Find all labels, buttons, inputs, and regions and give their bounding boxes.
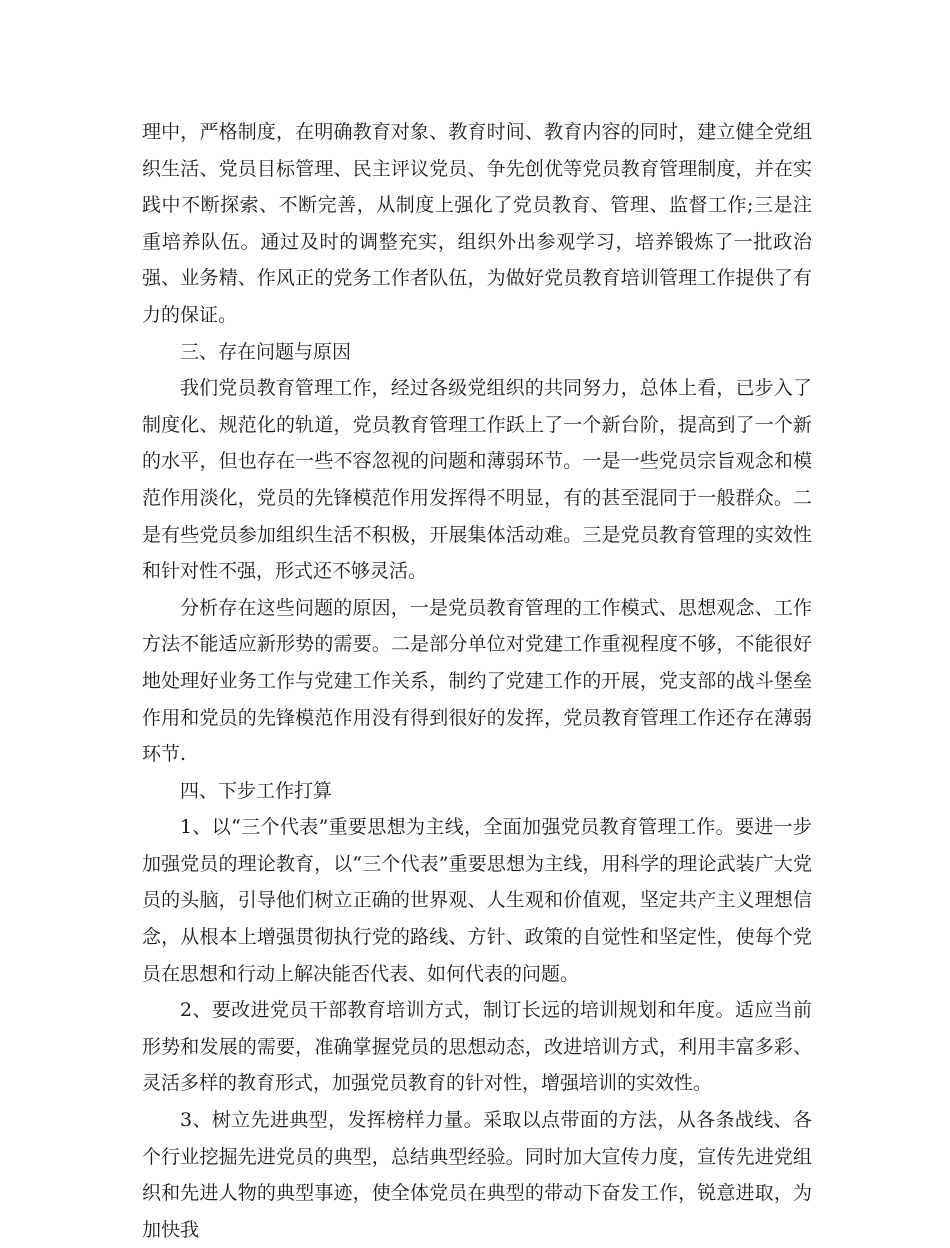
paragraph-continuation: 理中，严格制度，在明确教育对象、教育时间、教育内容的同时，建立健全党组织生活、党员目标管理、民主评议党员、争先创优等党员教育管理制度，并在实践中不断探索、不断完善，从制度上强化了党员教育、管理、监督工作;三是注重培养队伍。通过及时的调整充实，组织外出参观学习，培养锻炼了一批政治强、业务精、作风正的党务工作者队伍，为做好党员教育培训管理工作提供了有力的保证。 bbox=[142, 121, 812, 326]
paragraph-problems: 我们党员教育管理工作，经过各级党组织的共同努力，总体上看，已步入了制度化、规范化的轨道，党员教育管理工作跃上了一个新台阶，提高到了一个新的水平，但也存在一些不容忽视的问题和薄弱环节。一是一些党员宗旨观念和模范作用淡化，党员的先锋模范作用发挥得不明显，有的甚至混同于一般群众。二是有些党员参加组织生活不积极，开展集体活动难。三是党员教育管理的实效性和针对性不强，形式还不够灵活。 bbox=[142, 377, 812, 583]
section-heading-problems: 三、存在问题与原因 bbox=[180, 340, 352, 363]
paragraph-item-1: 1、以“三个代表”重要思想为主线，全面加强党员教育管理工作。要进一步加强党员的理论教育，以“三个代表”重要思想为主线，用科学的理论武装广大党员的头脑，引导他们树立正确的世界观、人生观和价值观，坚定共产主义理想信念，从根本上增强贯彻执行党的路线、方针、政策的自觉性和坚定性，使每个党员在思想和行动上解决能否代表、如何代表的问题。 bbox=[142, 816, 812, 985]
paragraph-item-2: 2、要改进党员干部教育培训方式，制订长远的培训规划和年度。适应当前形势和发展的需要，准确掌握党员的思想动态，改进培训方式，利用丰富多彩、灵活多样的教育形式，加强党员教育的针对性，增强培训的实效性。 bbox=[142, 999, 812, 1095]
paragraph-causes: 分析存在这些问题的原因，一是党员教育管理的工作模式、思想观念、工作方法不能适应新形势的需要。二是部分单位对党建工作重视程度不够，不能很好地处理好业务工作与党建工作关系，制约了党建工作的开展，党支部的战斗堡垒作用和党员的先锋模范作用没有得到很好的发挥，党员教育管理工作还存在薄弱环节. bbox=[142, 596, 812, 766]
document-body bbox=[142, 114, 812, 1248]
paragraph-item-3: 3、树立先进典型，发挥榜样力量。采取以点带面的方法，从各条战线、各个行业挖掘先进党员的典型，总结典型经验。同时加大宣传力度，宣传先进党组织和先进人物的典型事迹，使全体党员在典型的带动下奋发工作，锐意进取，为加快我 bbox=[142, 1109, 812, 1241]
section-heading-next-steps: 四、下步工作打算 bbox=[180, 779, 333, 802]
